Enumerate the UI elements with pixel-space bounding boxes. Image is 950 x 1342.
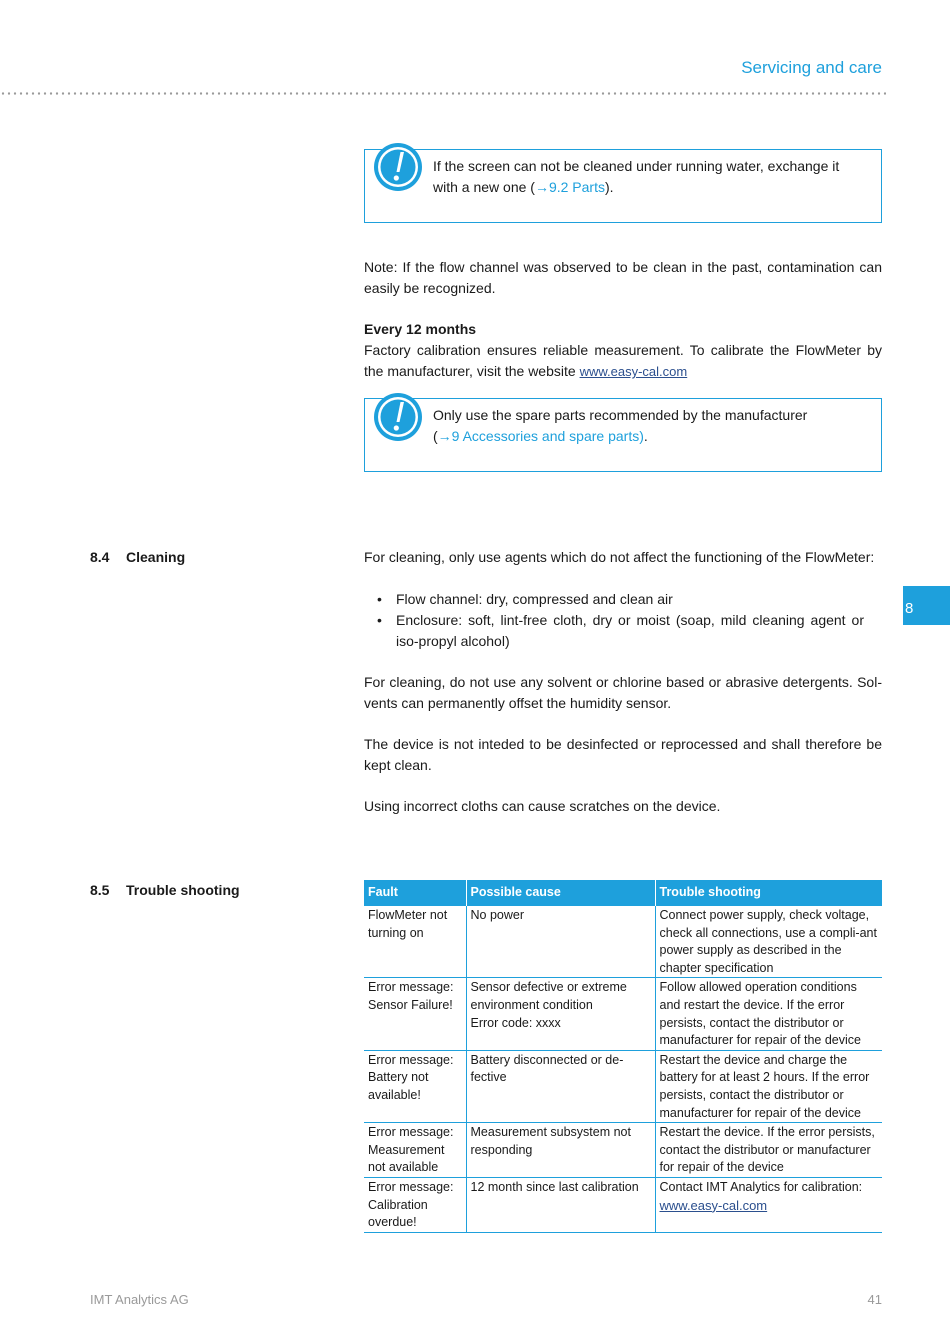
chapter-tab [903, 586, 950, 625]
arrow-icon: → [534, 179, 549, 195]
table-cell: Battery disconnected or de-fective [466, 1050, 655, 1122]
list-item: • Flow channel: dry, compressed and clean air [364, 589, 864, 610]
column-header-fault: Fault [364, 880, 466, 906]
notice-line-2-pre: with a new one ( [433, 179, 535, 195]
every-12-months-heading: Every 12 months [364, 321, 477, 337]
easy-cal-link[interactable]: www.easy-cal.com [579, 364, 688, 379]
table-row [364, 1050, 882, 1122]
exclamation-icon [373, 142, 423, 192]
table-cell: 12 month since last calibration [466, 1177, 655, 1232]
notice-line-2-post: ). [604, 179, 614, 195]
table-cell: Follow allowed operation conditions and restart the device. If the error persists, contact the distributor or manufacturer for repair of the device [655, 978, 882, 1050]
table-cell: Error message: Calibration overdue! [364, 1177, 466, 1232]
notice-line-2 [433, 177, 861, 198]
section-title: Cleaning [126, 549, 186, 565]
table-cell: No power [466, 906, 655, 978]
table-cell: Sensor defective or extreme environment condition Error code: xxxx [466, 978, 655, 1050]
table-row [364, 978, 882, 1050]
column-header-trouble-shooting: Trouble shooting [655, 880, 882, 906]
note-paragraph: Note: If the flow channel was observed to be clean in the past, contamination can easily be recognized. [364, 259, 882, 296]
notice-box-spare-parts [364, 398, 882, 472]
column-header-cause: Possible cause [466, 880, 655, 906]
notice-line-1: If the screen can not be cleaned under running water, exchange it [433, 158, 840, 174]
trouble-shooting-table [364, 880, 882, 1233]
table-header-row [364, 880, 882, 906]
cleaning-bullets [364, 589, 864, 652]
table-row [364, 1177, 882, 1232]
accessories-link-text: 9 Accessories and spare parts) [451, 428, 644, 444]
notice-text [433, 156, 861, 198]
bullet-list [364, 589, 864, 652]
page-number: 41 [867, 1292, 882, 1307]
exclamation-icon [373, 392, 423, 442]
notice-line-2-pre: ( [433, 428, 438, 444]
notice-line-1: Only use the spare parts recommended by the manufacturer [433, 407, 808, 423]
table-cell: Restart the device and charge the battery for at least 2 hours. If the error persists, contact the distributor or manufacturer for repair of the device [655, 1050, 882, 1122]
cleaning-paragraph-solvents: For cleaning, do not use any solvent or chlorine based or abrasive detergents. Sol-vents can permanently offset the humidity sensor. [364, 674, 882, 711]
notice-text [433, 405, 861, 447]
footer-company: IMT Analytics AG [90, 1292, 189, 1307]
notice-box-screen [364, 149, 882, 223]
easy-cal-table-link[interactable]: www.easy-cal.com [659, 1197, 768, 1213]
parts-link-text: 9.2 Parts [548, 179, 605, 195]
table-cell: Connect power supply, check voltage, check all connections, use a compli-ant power supply as described in the chapter specification [655, 906, 882, 978]
cleaning-paragraph-desinfect: The device is not inteded to be desinfected or reprocessed and shall therefore be kept clean. [364, 736, 882, 773]
table-cell: Error message: Battery not available! [364, 1050, 466, 1122]
section-heading-cleaning [90, 549, 185, 565]
chapter-tab-number: 8 [905, 600, 914, 617]
calibration-text-body: Factory calibration ensures reliable measurement. To calibrate the FlowMeter by the manufacturer, visit the website [364, 342, 882, 379]
notice-line-2 [433, 426, 861, 447]
arrow-icon: → [437, 428, 452, 444]
section-heading-trouble-shooting [90, 882, 240, 898]
table-cell-text: Contact IMT Analytics for calibration: [659, 1179, 863, 1194]
table-cell: Measurement subsystem not responding [466, 1123, 655, 1178]
every-12-months-block [364, 319, 882, 382]
cleaning-intro: For cleaning, only use agents which do not affect the functioning of the FlowMeter: [364, 549, 875, 565]
table-cell: Error message: Sensor Failure! [364, 978, 466, 1050]
table-row [364, 1123, 882, 1178]
section-number: 8.4 [90, 549, 110, 565]
accessories-link[interactable] [438, 428, 644, 444]
calibration-text [364, 340, 882, 382]
table-cell [655, 1177, 882, 1232]
notice-line-2-post: . [643, 428, 648, 444]
list-item: • Enclosure: soft, lint-free cloth, dry or moist (soap, mild cleaning agent or iso-propyl alcohol) [364, 610, 864, 652]
dotted-divider [0, 92, 886, 95]
table-cell: Error message: Measurement not available [364, 1123, 466, 1178]
table-cell: Restart the device. If the error persists, contact the distributor or manufacturer for repair of the device [655, 1123, 882, 1178]
section-number: 8.5 [90, 882, 110, 898]
cleaning-paragraph-cloths: Using incorrect cloths can cause scratches on the device. [364, 798, 721, 814]
parts-link[interactable] [535, 179, 605, 195]
running-header: Servicing and care [741, 58, 882, 77]
section-title: Trouble shooting [126, 882, 240, 898]
table-row [364, 906, 882, 978]
table-cell: FlowMeter not turning on [364, 906, 466, 978]
